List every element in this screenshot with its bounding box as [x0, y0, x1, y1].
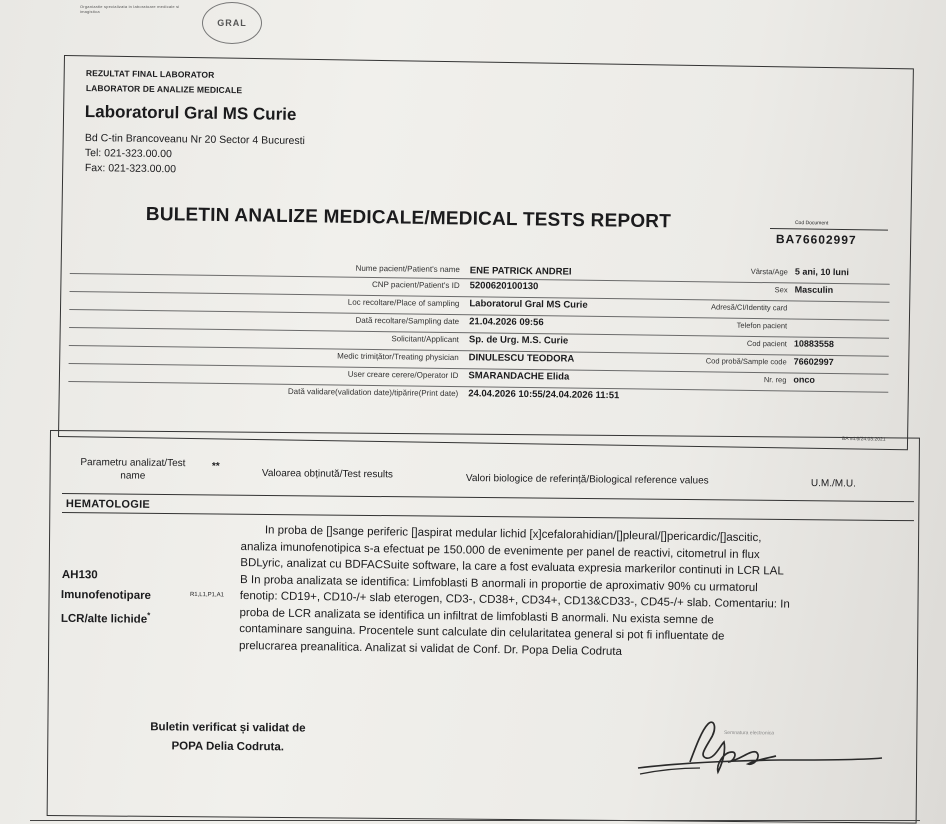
logo-caption: Organizatie specializata in laboratoare medicale si imagistica [80, 4, 180, 14]
field-label: Cod probă/Sample code [705, 356, 787, 367]
test-code: AH130 [61, 568, 98, 582]
signature-stamp-caption: Semnatura electronica [723, 730, 775, 737]
test-result [239, 522, 891, 664]
field-label: Cod pacient [746, 338, 787, 349]
field-label: Nume pacient/Patient's name [355, 263, 460, 275]
doc-code-label: Cod Document [794, 220, 829, 227]
field-label: Adresă/CI/Identity card [711, 302, 788, 313]
field-value: 76602997 [793, 356, 834, 368]
result-type: REZULTAT FINAL LABORATOR [85, 68, 215, 80]
section-title: HEMATOLOGIE [65, 498, 151, 511]
col-flag-header: ** [211, 461, 220, 473]
result-line: In proba de []sange periferic []aspirat medular lichid [x]cefalorahidian/[]pleural/[]pericardic/[]ascitic, [264, 524, 762, 545]
field-label: Loc recoltare/Place of sampling [347, 297, 460, 309]
result-line: contaminare sanguina. Procentele sunt calculate din celularitatea general si pot fi influentate de [239, 622, 725, 643]
bottom-edge [30, 820, 920, 821]
lab-tel: Tel: 021-323.00.00 [84, 146, 172, 161]
test-flags: R1,L1,P1,A1 [189, 592, 225, 599]
result-line: BDLyric, analizat cu BDFACSuite software, la care a fost evaluata expresia markerilor continuti in LCR LAL [240, 556, 784, 578]
validation-line1: Buletin verificat și validat de [150, 721, 306, 735]
validation-note [128, 718, 328, 758]
validation-line2: POPA Delia Codruta. [171, 740, 285, 754]
field-label: Sex [774, 285, 788, 295]
field-label: Dată validare(validation date)/tipărire(Print date) [287, 386, 459, 399]
field-label: Solicitant/Applicant [391, 334, 459, 345]
lab-type: LABORATOR DE ANALIZE MEDICALE [85, 83, 243, 96]
field-value: Sp. de Urg. M.S. Curie [468, 334, 569, 347]
lab-name: Laboratorul Gral MS Curie [84, 102, 297, 124]
field-value: Masculin [794, 284, 834, 295]
result-line: proba de LCR analizata se identifica un infiltrat de limfoblasti B anormali. Nu exista semne de [239, 606, 714, 626]
result-line: B In proba analizata se identifica: Limfoblasti B anormali in proportie de aproximativ 90% cu urmatorul [240, 573, 758, 594]
result-line: fenotip: CD19+, CD10-/+ slab eterogen, CD3-, CD38+, CD34+, CD13&CD33-, CD45-/+ slab. Comentariu: In [239, 589, 790, 611]
handwritten-signature-icon [630, 716, 890, 786]
field-label: CNP pacient/Patient's ID [371, 279, 460, 291]
field-label: Nr. reg [763, 375, 787, 385]
result-line: prelucrarea preanalitica. Analizat si validat de Conf. Dr. Popa Delia Codruta [238, 639, 623, 658]
field-label: Dată recoltare/Sampling date [355, 315, 460, 327]
field-label: User creare cerere/Operator ID [347, 369, 459, 381]
form-version: BA v4.6/24.03.2021 [841, 436, 886, 443]
test-name-line1: Imunofenotipare [60, 588, 152, 602]
field-value: Laboratorul Gral MS Curie [469, 298, 588, 311]
field-label: Vârsta/Age [750, 266, 788, 277]
patient-info [68, 256, 890, 410]
lab-fax: Fax: 021-323.00.00 [84, 161, 177, 176]
field-value: 24.04.2026 10:55/24.04.2026 11:51 [468, 388, 620, 402]
doc-code: BA76602997 [775, 232, 857, 248]
accreditation-asterisk: * [147, 610, 151, 620]
field-value: ENE PATRICK ANDREI [469, 265, 572, 278]
logo-text: GRAL [217, 18, 247, 28]
col-result-header: Valoarea obținută/Test results [261, 468, 394, 481]
col-ref-header: Valori biologice de referință/Biological reference values [465, 473, 709, 487]
field-value: DINULESCU TEODORA [468, 352, 575, 365]
field-value: 21.04.2026 09:56 [469, 316, 544, 329]
test-name-line2: LCR/alte lichide* [60, 610, 151, 626]
report-title: BULETIN ANALIZE MEDICALE/MEDICAL TESTS REPORT [145, 204, 672, 233]
col-um-header: U.M./M.U. [810, 478, 856, 490]
result-line: analiza imunofenotipica s-a efectuat pe 150.000 de evenimente per panel de reactivi, citometrul in flux [240, 540, 760, 561]
field-label: Telefon pacient [736, 320, 788, 331]
field-value: 5 ani, 10 luni [794, 266, 849, 278]
field-value: 10883558 [793, 338, 835, 350]
field-value: 5200620100130 [469, 280, 539, 293]
field-value: SMARANDACHE Elida [468, 370, 570, 383]
lab-address: Bd C-tin Brancoveanu Nr 20 Sector 4 Bucuresti [84, 131, 305, 148]
lab-logo-icon [202, 2, 262, 44]
field-value: onco [793, 374, 816, 385]
col-param-header: Parametru analizat/Test name [80, 457, 186, 482]
field-label: Medic trimițător/Treating physician [337, 351, 459, 363]
